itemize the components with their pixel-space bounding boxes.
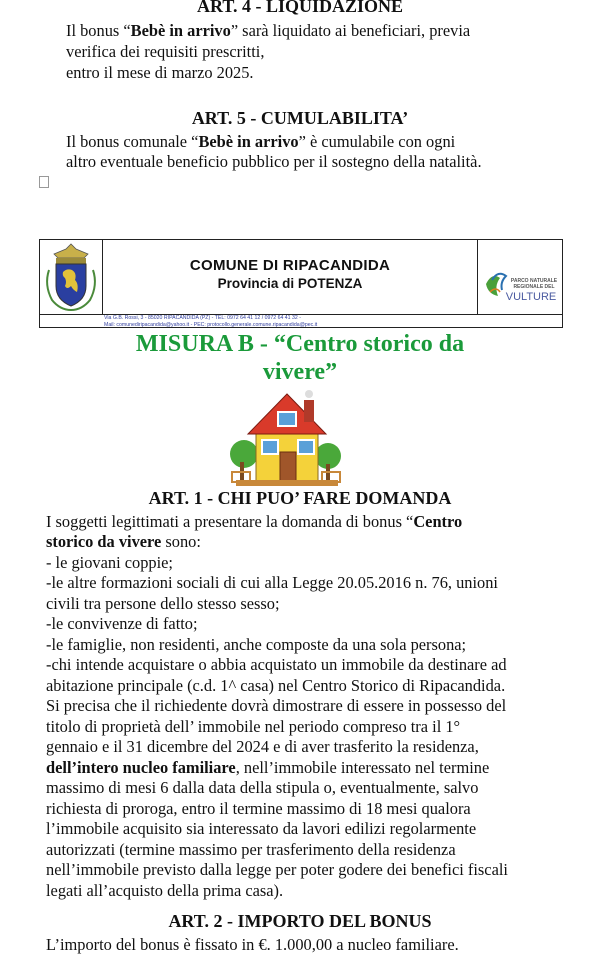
province-name: Provincia di POTENZA [217, 276, 363, 291]
art1-item: - le giovani coppie; [46, 553, 173, 572]
art1-item: -le famiglie, non residenti, anche composte da una sola persona; [46, 635, 467, 654]
art1-para-line: l’immobile acquisito sia interessato da lavori edilizi regolarmente [46, 819, 477, 838]
address-line1: Via G.B. Rossi, 3 - 85020 RIPACANDIDA (PZ) - TEL: 0972 64 41 12 / 0972 64 41 32 - [104, 315, 301, 321]
art1-para-line: autorizzati (termine massimo per trasferimento della residenza [46, 840, 456, 859]
art4-title: ART. 4 - LIQUIDAZIONE [196, 0, 404, 16]
house-illustration-icon [228, 384, 344, 492]
art4-line3: entro il mese di marzo 2025. [66, 63, 254, 82]
art5-line2: altro eventuale beneficio pubblico per il sostegno della natalità. [66, 152, 482, 171]
coat-of-arms [40, 240, 103, 314]
placeholder-glyph-icon [39, 176, 49, 188]
art1-intro-line1: I soggetti legittimati a presentare la domanda di bonus “Centro [46, 512, 463, 531]
art1-para-line: titolo di proprietà dell’ immobile nel periodo compreso tra il 1° [46, 717, 461, 736]
art4-line1: Il bonus “Bebè in arrivo” sarà liquidato ai beneficiari, previa [66, 21, 471, 40]
art2-line1: L’importo del bonus è fissato in €. 1.000,00 a nucleo familiare. [46, 935, 459, 954]
art4-line2: verifica dei requisiti prescritti, [66, 42, 265, 61]
art1-item: -chi intende acquistare o abbia acquistato un immobile da destinare ad [46, 655, 507, 674]
park-logo-icon [478, 240, 562, 314]
municipality-title-block [102, 257, 478, 291]
art1-item: -le convivenze di fatto; [46, 614, 198, 633]
coat-of-arms-icon [40, 240, 102, 314]
art1-item: -le altre formazioni sociali di cui alla Legge 20.05.2016 n. 76, unioni [46, 573, 498, 592]
address-line2: Mail: comunediripacandida@yahoo.it - PEC: protocollo.generale.comune.ripacandida@pec.it [104, 321, 318, 328]
park-line2: REGIONALE DEL [513, 284, 555, 290]
park-line1: PARCO NATURALE [510, 278, 558, 284]
art1-para-line: massimo di mesi 6 dalla data della stipula o, eventualmente, salvo [46, 778, 479, 797]
municipality-name: COMUNE DI RIPACANDIDA [189, 257, 391, 274]
art1-para-line: legati all’acquisto della prima casa). [46, 881, 284, 900]
misura-title-line2: vivere” [262, 359, 338, 385]
art1-title: ART. 1 - CHI PUO’ FARE DOMANDA [148, 488, 452, 508]
art5-line1: Il bonus comunale “Bebè in arrivo” è cumulabile con ogni [66, 132, 456, 151]
park-line3: VULTURE [505, 291, 557, 303]
art1-item: abitazione principale (c.d. 1^ casa) nel Centro Storico di Ripacandida. [46, 676, 506, 695]
art2-title: ART. 2 - IMPORTO DEL BONUS [168, 911, 432, 931]
art1-para-line: gennaio e il 31 dicembre del 2024 e di aver trasferito la residenza, [46, 737, 479, 756]
misura-title-line1: MISURA B - “Centro storico da [135, 331, 465, 357]
park-logo [477, 240, 562, 314]
art1-para-line: dell’intero nucleo familiare, nell’immobile interessato nel termine [46, 758, 490, 777]
art1-para-line: Si precisa che il richiedente dovrà dimostrare di essere in possesso del [46, 696, 507, 715]
address-block [104, 315, 317, 328]
art1-intro-line2: storico da vivere sono: [46, 532, 201, 551]
municipality-header [39, 239, 563, 328]
art1-para-line: richiesta di proroga, entro il termine massimo di 18 mesi qualora [46, 799, 471, 818]
art5-title: ART. 5 - CUMULABILITA’ [191, 108, 409, 128]
art1-para-line: nell’immobile previsto dalla legge per poter godere dei benefici fiscali [46, 860, 508, 879]
art1-item: civili tra persone dello stesso sesso; [46, 594, 280, 613]
